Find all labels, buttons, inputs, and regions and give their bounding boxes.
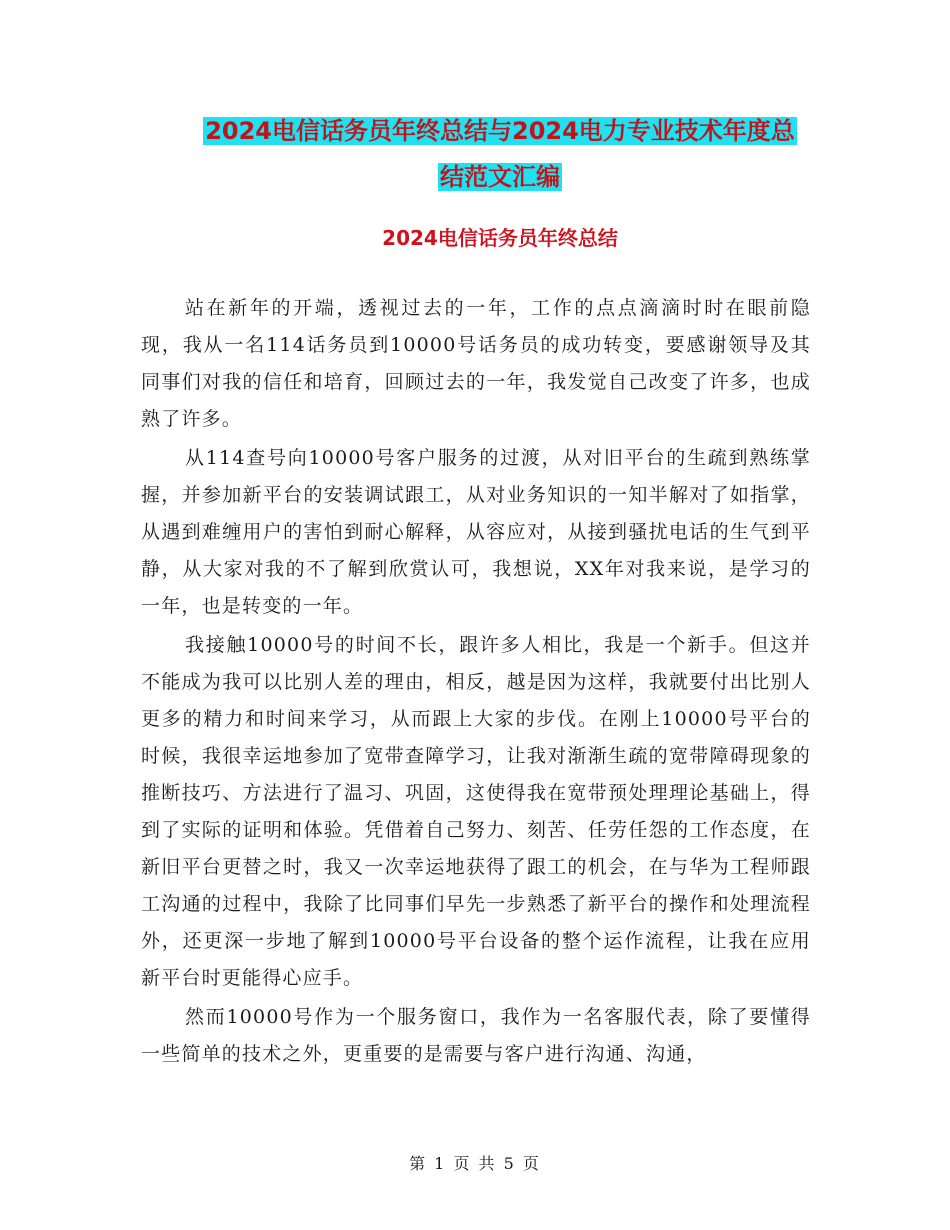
body-text	[141, 290, 811, 1075]
paragraph-3: 我接触10000号的时间不长，跟许多人相比，我是一个新手。但这并不能成为我可以比别人差的理由，相反，越是因为这样，我就要付出比别人更多的精力和时间来学习，从而跟上大家的步伐。在刚上10000号平台的时候，我很幸运地参加了宽带查障学习，让我对渐渐生疏的宽带障碍现象的推断技巧、方法进行了温习、巩固，这使得我在宽带预处理理论基础上，得到了实际的证明和体验。凭借着自己努力、刻苦、任劳任怨的工作态度，在新旧平台更替之时，我又一次幸运地获得了跟工的机会，在与华为工程师跟工沟通的过程中，我除了比同事们早先一步熟悉了新平台的操作和处理流程外，还更深一步地了解到10000号平台设备的整个运作流程，让我在应用新平台时更能得心应手。	[141, 634, 811, 989]
document-title-line-1: 2024电信话务员年终总结与2024电力专业技术年度总	[205, 117, 795, 145]
paragraph-1: 站在新年的开端，透视过去的一年，工作的点点滴滴时时在眼前隐现，我从一名114话务员到10000号话务员的成功转变，要感谢领导及其同事们对我的信任和培育，回顾过去的一年，我发觉自己改变了许多，也成熟了许多。	[141, 297, 811, 430]
section-title: 2024电信话务员年终总结	[382, 226, 618, 250]
paragraph-2: 从114查号向10000号客户服务的过渡，从对旧平台的生疏到熟练掌握，并参加新平台的安装调试跟工，从对业务知识的一知半解对了如指掌，从遇到难缠用户的害怕到耐心解释，从容应对，从接到骚扰电话的生气到平静，从大家对我的不了解到欣赏认可，我想说，XX年对我来说，是学习的一年，也是转变的一年。	[141, 447, 811, 617]
page-footer: 第 1 页 共 5 页	[409, 1154, 541, 1173]
paragraph-4: 然而10000号作为一个服务窗口，我作为一名客服代表，除了要懂得一些简单的技术之外，更重要的是需要与客户进行沟通、沟通，	[141, 1006, 811, 1065]
document-title-line-2: 结范文汇编	[440, 163, 560, 191]
document-title	[140, 108, 860, 200]
